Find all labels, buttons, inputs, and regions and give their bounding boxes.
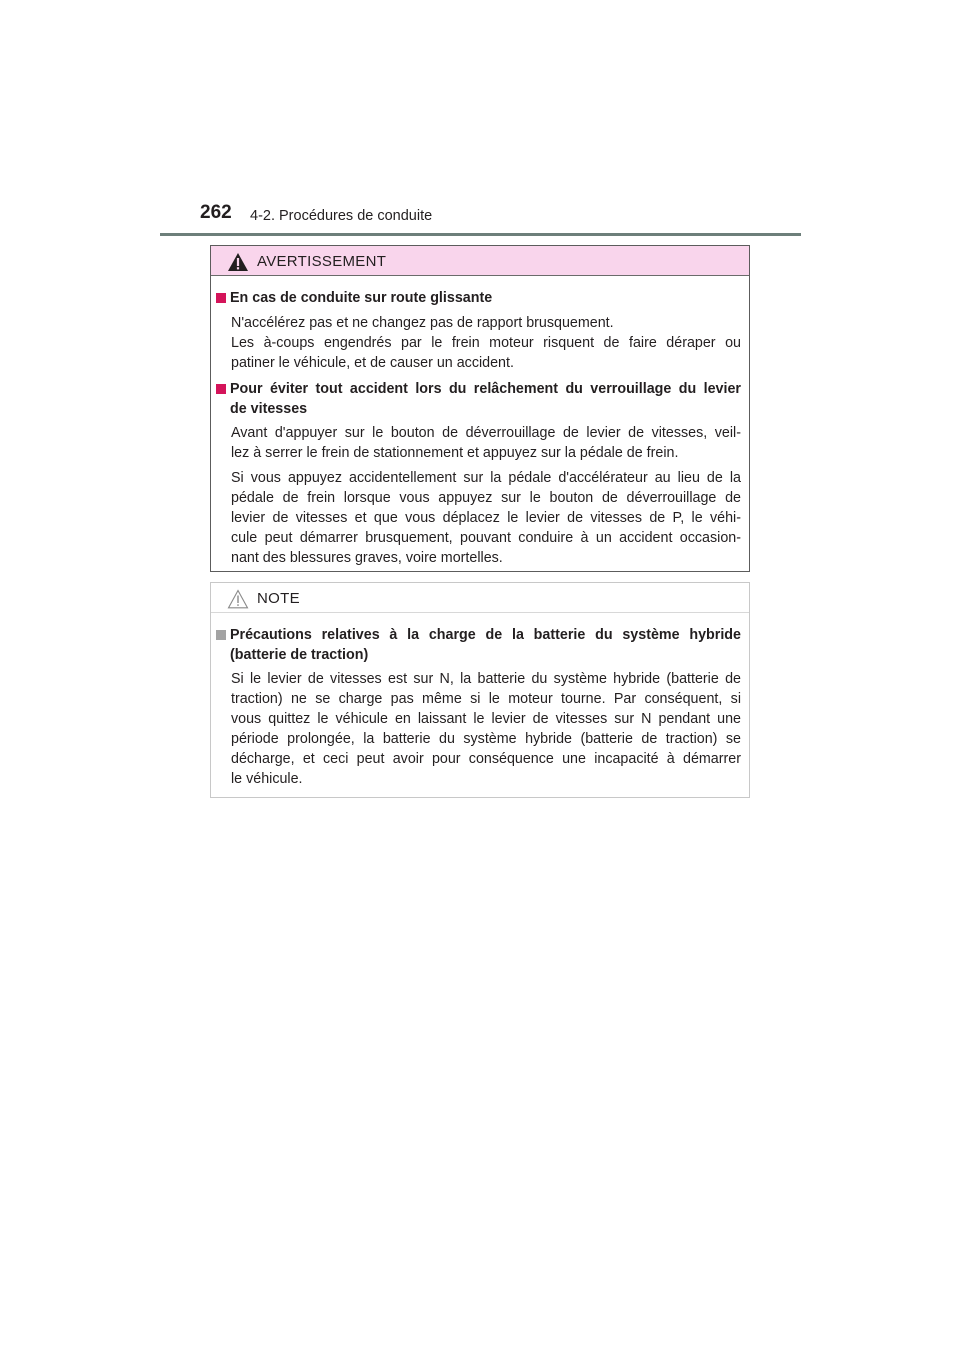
caution-icon [227,589,249,609]
warning-header [211,246,749,276]
warning-icon [227,252,249,272]
warning-item [216,288,741,373]
warning-item-heading: En cas de conduite sur route glissante [216,288,741,309]
warning-body [211,276,749,568]
warning-title: AVERTISSEMENT [257,253,387,270]
warning-paragraph: Avant d'appuyer sur le bouton de déverrouillage de levier de vitesses, veil- lez à serrer le frein de stationnement et appuyez sur la pédale de frein. [231,425,741,461]
warning-paragraph: Si vous appuyez accidentellement sur la pédale d'accélérateur au lieu de la pédale de frein lorsque vous appuyez sur le bouton de déverrouillage de levier de vitesses et que vous déplacez le levier de vitesses de P, le véhi- cule peut démarrer brusquement, pouvant conduire à un accident occasion- nant des blessures graves, voire mortelles. [231,470,741,566]
note-header [211,583,749,613]
header-rule [160,233,801,236]
note-paragraph: Si le levier de vitesses est sur N, la batterie du système hybride (batterie de traction) ne se charge pas même si le moteur tourne. Par conséquent, si vous quittez le véhicule en laissant le levier de vitesses sur N pendant une période prolongée, la batterie du système hybride (batterie de traction) se décharge, et ceci peut avoir pour conséquence une incapacité à démarrer le véhicule. [231,671,741,787]
note-box [210,582,750,798]
note-title: NOTE [257,590,300,607]
note-item [216,625,741,789]
warning-paragraph: N'accélérez pas et ne changez pas de rapport brusquement. Les à-coups engendrés par le frein moteur risquent de faire déraper ou patiner le véhicule, et de causer un accident. [231,315,741,371]
page-number: 262 [200,202,232,223]
warning-box [210,245,750,572]
warning-item-heading: Pour éviter tout accident lors du relâchement du verrouillage du levier de vitesses [216,379,741,419]
note-item-heading: Précautions relatives à la charge de la batterie du système hybride (batterie de traction) [216,625,741,665]
section-title: 4-2. Procédures de conduite [250,208,433,224]
warning-item [216,379,741,568]
note-body [211,613,749,789]
